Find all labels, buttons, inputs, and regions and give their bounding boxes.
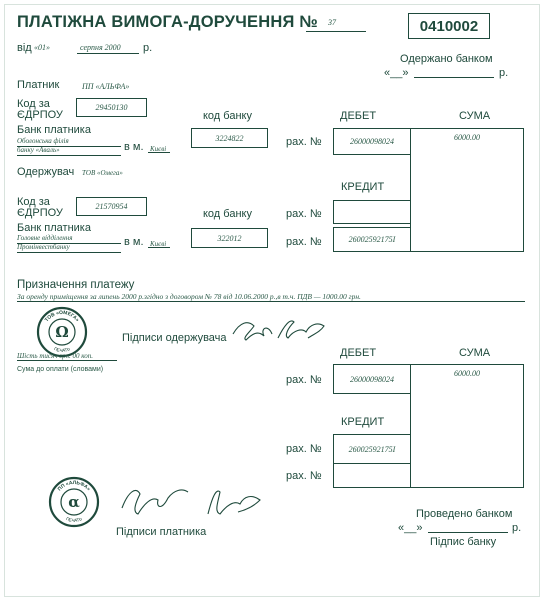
form-number: 37 xyxy=(328,18,336,27)
credit-header: КРЕДИТ xyxy=(341,181,385,193)
recipient-signatures-label: Підписи одержувача xyxy=(122,332,227,344)
lower-account-label-3: рах. № xyxy=(286,470,322,482)
lower-credit-account: 26002592175І xyxy=(348,444,396,454)
payer-stamp xyxy=(48,476,100,528)
recipient-bank-name-2: Промінвестбанку xyxy=(17,243,70,251)
payer-code-label-1: Код за xyxy=(17,98,50,110)
amount-in-words: Шість тисяч грн. 00 коп. xyxy=(17,352,94,360)
recipient-stamp xyxy=(36,306,88,358)
payer-bank-code-box xyxy=(191,128,268,148)
lower-sum-header: СУМА xyxy=(459,347,491,359)
lower-account-label-1: рах. № xyxy=(286,374,322,386)
recipient-stamp-text: ТОВ «ОМЕГА» xyxy=(43,309,81,324)
date-suffix: р. xyxy=(143,42,153,54)
bank-code-header: код банку xyxy=(203,110,252,122)
recipient-stamp-symbol: Ω xyxy=(55,323,69,341)
recipient-bank-name-1: Головне відділення xyxy=(17,234,73,242)
date-month: серпня 2000 xyxy=(80,43,121,52)
form-code: 0410002 xyxy=(408,13,490,39)
recipient-city-prefix: в м. xyxy=(124,236,144,248)
lower-credit-account-box xyxy=(333,434,411,464)
date-day: «01» xyxy=(34,43,50,52)
recipient-code-box xyxy=(76,197,147,216)
lower-debit-account-box xyxy=(333,364,411,394)
sum-box xyxy=(410,128,524,252)
recipient-code-label-2: ЄДРПОУ xyxy=(17,207,63,219)
received-by-bank: Одержано банком xyxy=(400,53,493,65)
recipient-name: ТОВ «Омега» xyxy=(82,169,123,177)
amount-words-line xyxy=(17,360,117,361)
recipient-bank-code-header: код банку xyxy=(203,208,252,220)
payer-stamp-text: ПП «АЛЬФА» xyxy=(56,479,92,493)
received-line xyxy=(414,66,494,78)
recipient-city: Києві xyxy=(150,240,167,248)
lower-debit-header: ДЕБЕТ xyxy=(340,347,377,359)
amount-due-label: Сума до оплати (словами) xyxy=(17,366,104,373)
form-title: ПЛАТІЖНА ВИМОГА-ДОРУЧЕННЯ № xyxy=(17,13,318,31)
payer-city-prefix: в м. xyxy=(124,141,144,153)
purpose-underline xyxy=(17,301,525,302)
payer-stamp-symbol: α xyxy=(68,493,80,511)
recipient-stamp-bottom: ПЕЧАТЬ xyxy=(53,346,71,354)
recipient-signature-marks xyxy=(228,312,328,348)
payer-account: 26000098024 xyxy=(350,137,394,146)
lower-account-label-2: рах. № xyxy=(286,443,322,455)
debit-header: ДЕБЕТ xyxy=(340,110,377,122)
lower-sum-box xyxy=(410,364,524,488)
payer-code: 29450130 xyxy=(95,103,128,112)
lower-debit-account: 26000098024 xyxy=(350,374,394,384)
svg-text:ПЕЧАТЬ xyxy=(65,516,83,523)
recipient-code: 21570954 xyxy=(95,202,128,211)
recipient-label: Одержувач xyxy=(17,166,75,178)
recipient-bank-code-box xyxy=(191,228,268,248)
payer-account-label: рах. № xyxy=(286,136,322,148)
recipient-bank-label: Банк платника xyxy=(17,222,91,234)
lower-amount: 6000.00 xyxy=(454,369,480,378)
payer-bank-label: Банк платника xyxy=(17,124,91,136)
payer-stamp-bottom: ПЕЧАТЬ xyxy=(65,516,83,524)
payer-city-line xyxy=(148,144,170,153)
payer-bank-line-2 xyxy=(17,150,121,156)
recipient-account: 26002592175І xyxy=(348,235,396,244)
amount: 6000.00 xyxy=(454,133,480,142)
recipient-code-label-1: Код за xyxy=(17,196,50,208)
payer-label: Платник xyxy=(17,79,60,91)
lower-credit-header: КРЕДИТ xyxy=(341,416,385,428)
recipient-empty-account-label: рах. № xyxy=(286,208,322,220)
purpose-label: Призначення платежу xyxy=(17,279,135,291)
payer-signature-marks xyxy=(116,478,266,524)
payer-name: ПП «АЛЬФА» xyxy=(82,82,130,91)
received-date: «__» xyxy=(384,67,409,79)
recipient-account-label: рах. № xyxy=(286,236,322,248)
processed-by-bank: Проведено банком xyxy=(416,508,513,520)
bank-signature-label: Підпис банку xyxy=(430,536,497,548)
lower-empty-account-box xyxy=(333,463,411,488)
payer-code-box xyxy=(76,98,147,117)
payer-bank-code: 3224822 xyxy=(215,133,244,143)
recipient-bank-code: 322012 xyxy=(217,233,242,243)
recipient-bank-line-2 xyxy=(17,247,121,253)
payer-bank-name-1: Оболонська філія xyxy=(17,137,69,145)
recipient-bank-line-1 xyxy=(17,238,121,244)
recipient-city-line xyxy=(148,239,170,248)
sum-header: СУМА xyxy=(459,110,491,122)
payer-code-label-2: ЄДРПОУ xyxy=(17,109,63,121)
payer-bank-name-2: банку «Аваль» xyxy=(17,146,60,154)
payer-signatures-label: Підписи платника xyxy=(116,526,207,538)
received-suffix: р. xyxy=(499,67,509,79)
processed-line xyxy=(428,521,508,533)
date-prefix: від xyxy=(17,42,32,54)
recipient-empty-account-box xyxy=(333,200,411,224)
recipient-account-box xyxy=(333,227,411,252)
purpose-text: За оренду приміщення за липень 2000 р.згідно з договором № 78 від 10.06.2000 р.,в т.ч. ПДВ — 1000.00 грн. xyxy=(17,292,361,301)
payer-account-box xyxy=(333,128,411,155)
payer-city: Києві xyxy=(150,145,167,153)
form-number-line xyxy=(306,17,366,32)
payer-bank-line-1 xyxy=(17,141,121,147)
processed-date: «__» xyxy=(398,522,423,534)
processed-suffix: р. xyxy=(512,522,522,534)
